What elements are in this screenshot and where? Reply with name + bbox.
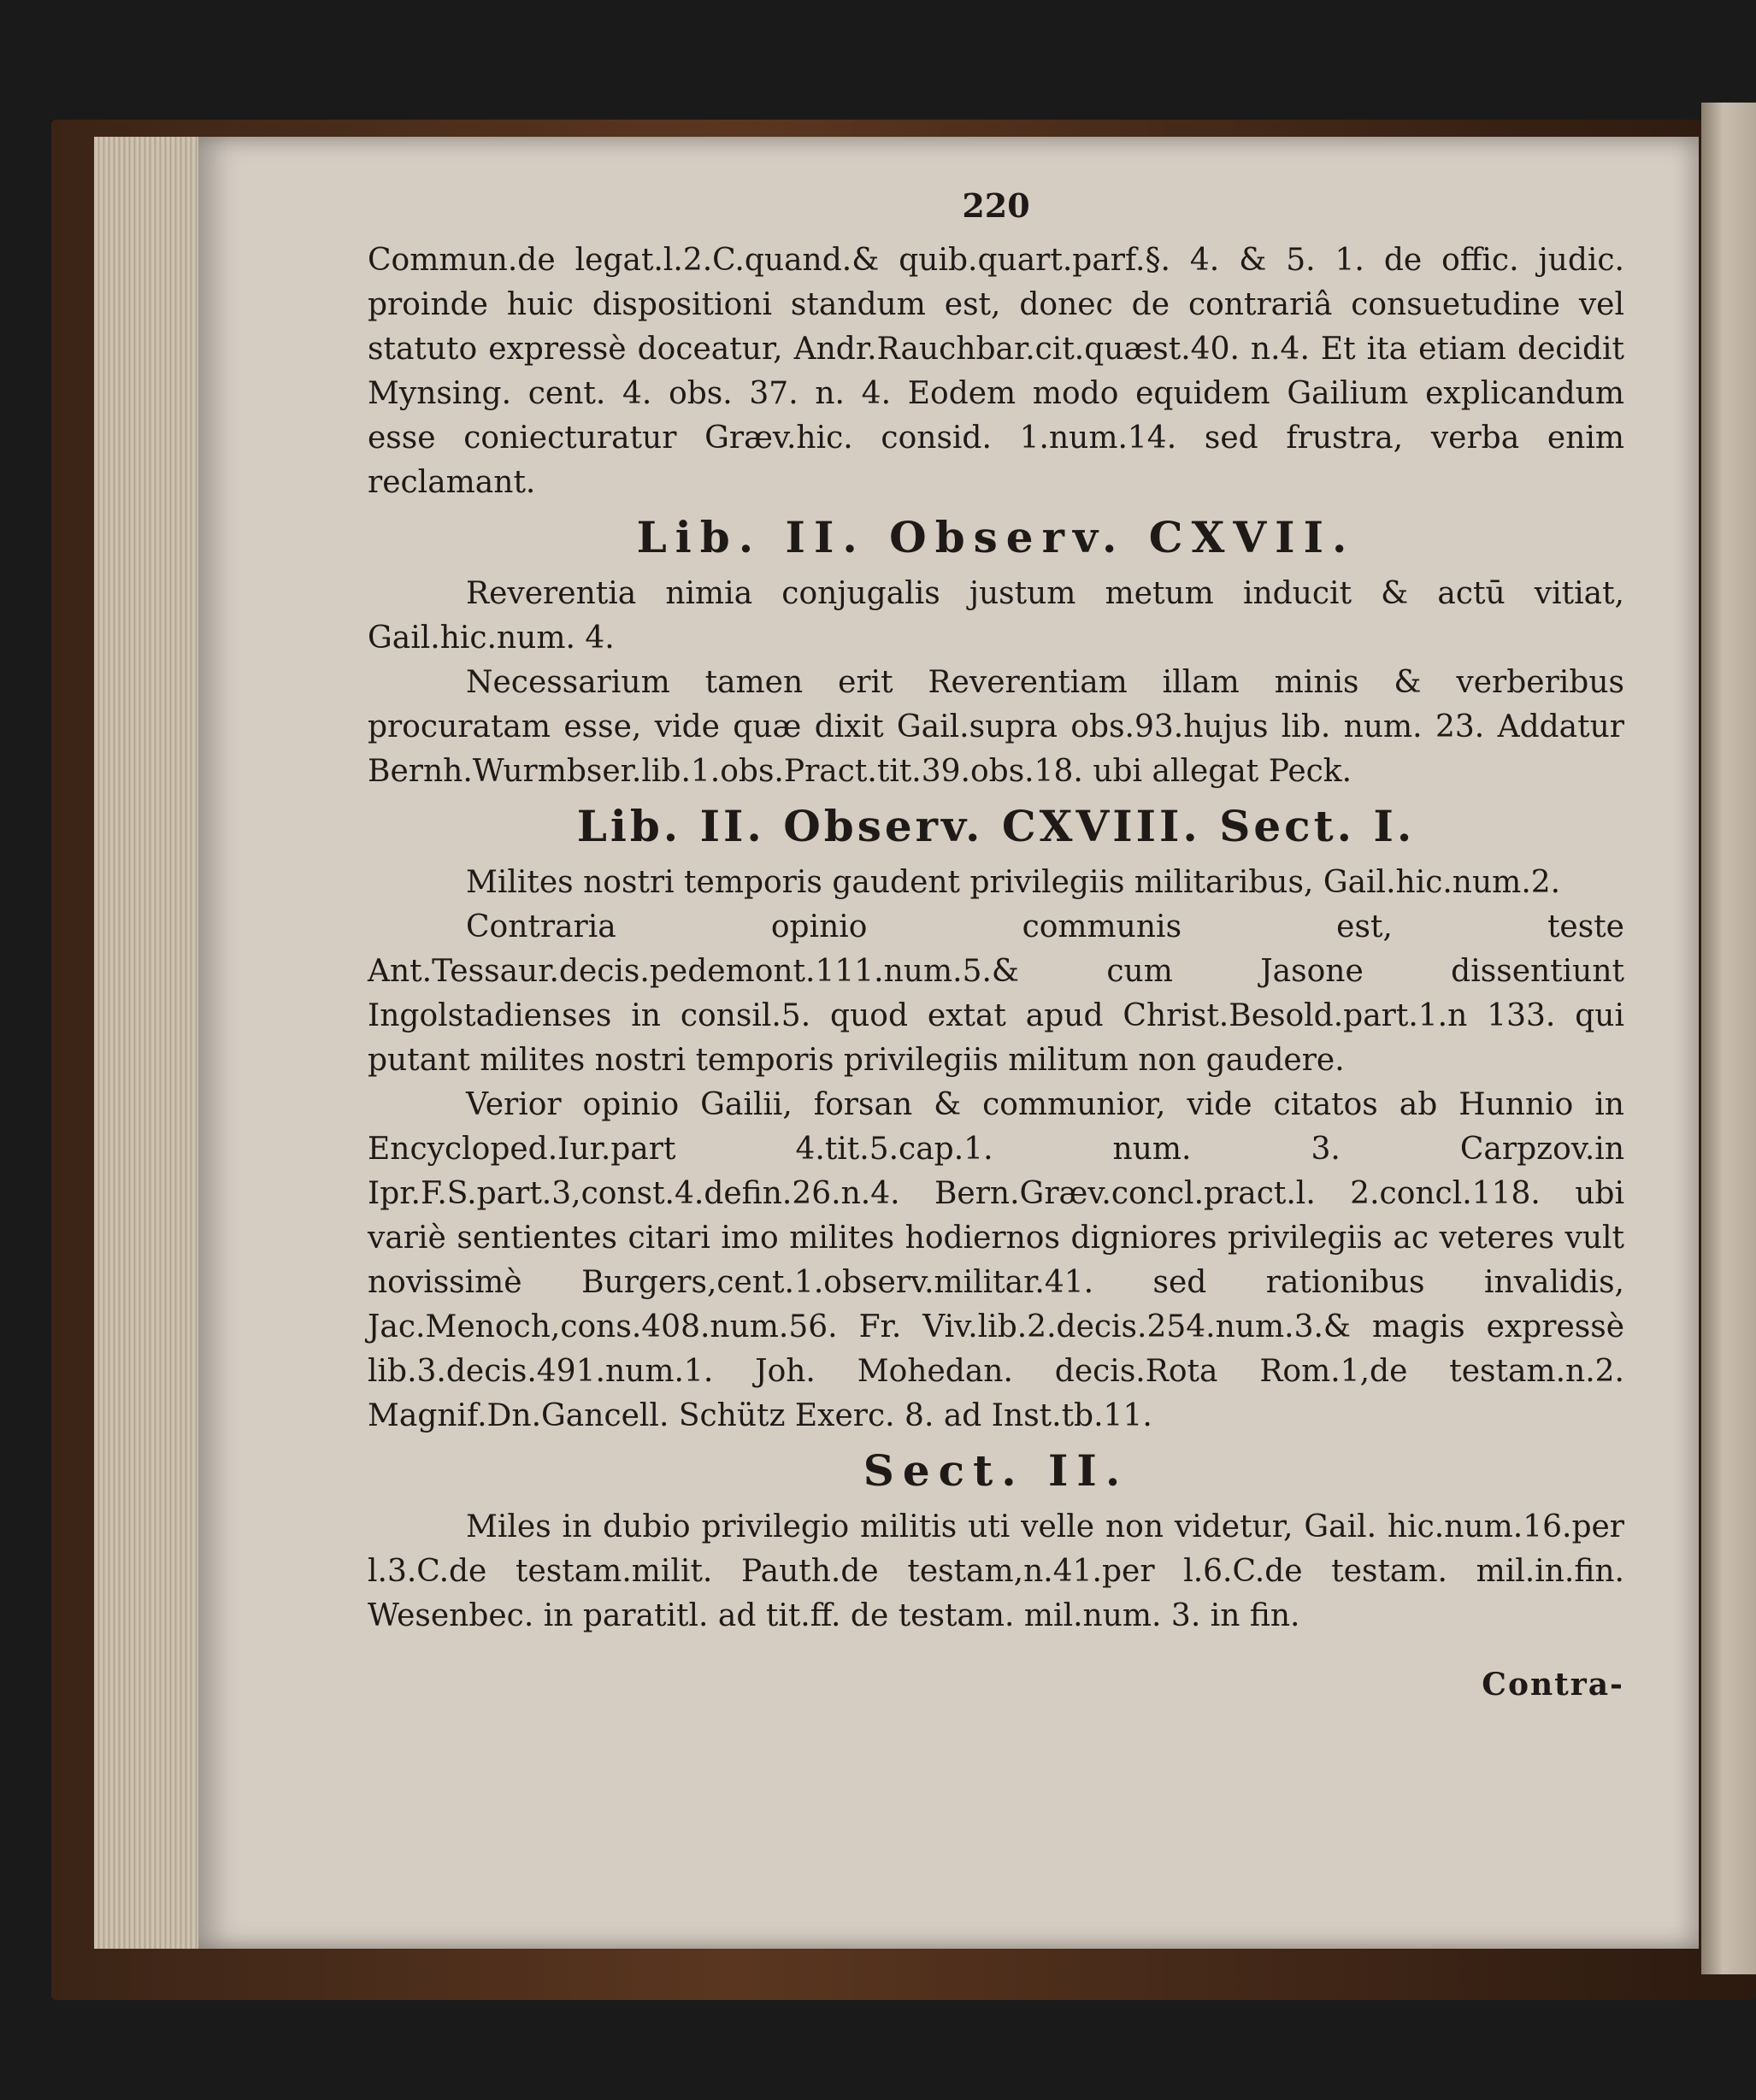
paragraph-117-2: Necessarium tamen erit Reverentiam illam minis & verberibus procuratam esse, vide quæ dixit Gail.supra obs.93.hujus lib. num. 23. Addatur Bernh.Wurmbser.lib.1.obs.Pract.tit.39.obs.18. ubi allegat Peck. [368, 665, 1624, 789]
catchword: Contra- [1482, 1667, 1624, 1703]
paragraph-118-3: Verior opinio Gailii, forsan & communior, vide citatos ab Hunnio in Encycloped.Iur.part 4.tit.5.cap.1. num. 3. Carpzov.in Ipr.F.S.part.3,const.4.defin.26.n.4. Bern.Græv.concl.pract.l. 2.concl.118. ubi variè sentientes citari imo milites hodiernos digniores privilegiis ac veteres vult novissimè Burgers,cent.1.observ.militar.41. sed rationibus invalidis, Jac.Menoch,cons.408.num.56. Fr. Viv.lib.2.decis.254.num.3.& magis expressè lib.3.decis.491.num.1. Joh. Mohedan. decis.Rota Rom.1,de testam.n.2. Magnif.Dn.Gancell. Schütz Exerc. 8. ad Inst.tb.11. [368, 1087, 1624, 1433]
page-text [368, 184, 1624, 1707]
facing-page-edge [1701, 103, 1756, 1974]
paragraph-continued: Commun.de legat.l.2.C.quand.& quib.quart.parf.§. 4. & 5. 1. de offic. judic. proinde huic dispositioni standum est, donec de contrariâ consuetudine vel statuto expressè doceatur, Andr.Rauchbar.cit.quæst.40. n.4. Et ita etiam decidit Mynsing. cent. 4. obs. 37. n. 4. Eodem modo equidem Gailium explicandum esse coniecturatur Græv.hic. consid. 1.num.14. sed frustra, verba enim reclamant. [368, 243, 1624, 500]
paragraph-117-1: Reverentia nimia conjugalis justum metum inducit & actū vitiat, Gail.hic.num. 4. [368, 576, 1624, 656]
paragraph-section-2: Miles in dubio privilegio militis uti velle non videtur, Gail. hic.num.16.per l.3.C.de testam.milit. Pauth.de testam,n.41.per l.6.C.de testam. mil.in.fin. Wesenbec. in paratitl. ad tit.ff. de testam. mil.num. 3. in fin. [368, 1509, 1624, 1633]
heading-observation-117: Lib. II. Observ. CXVII. [636, 512, 1356, 562]
heading-observation-118: Lib. II. Observ. CXVIII. Sect. I. [576, 801, 1416, 851]
paragraph-118-2: Contraria opinio communis est, teste Ant.Tessaur.decis.pedemont.111.num.5.& cum Jasone dissentiunt Ingolstadienses in consil.5. quod extat apud Christ.Besold.part.1.n 133. qui putant milites nostri temporis privilegiis militum non gaudere. [368, 909, 1624, 1078]
page-number: 220 [962, 186, 1030, 225]
page-edges [94, 137, 205, 1949]
paragraph-118-1: Milites nostri temporis gaudent privilegiis militaribus, Gail.hic.num.2. [466, 865, 1561, 900]
heading-section-2: Sect. II. [863, 1445, 1129, 1496]
